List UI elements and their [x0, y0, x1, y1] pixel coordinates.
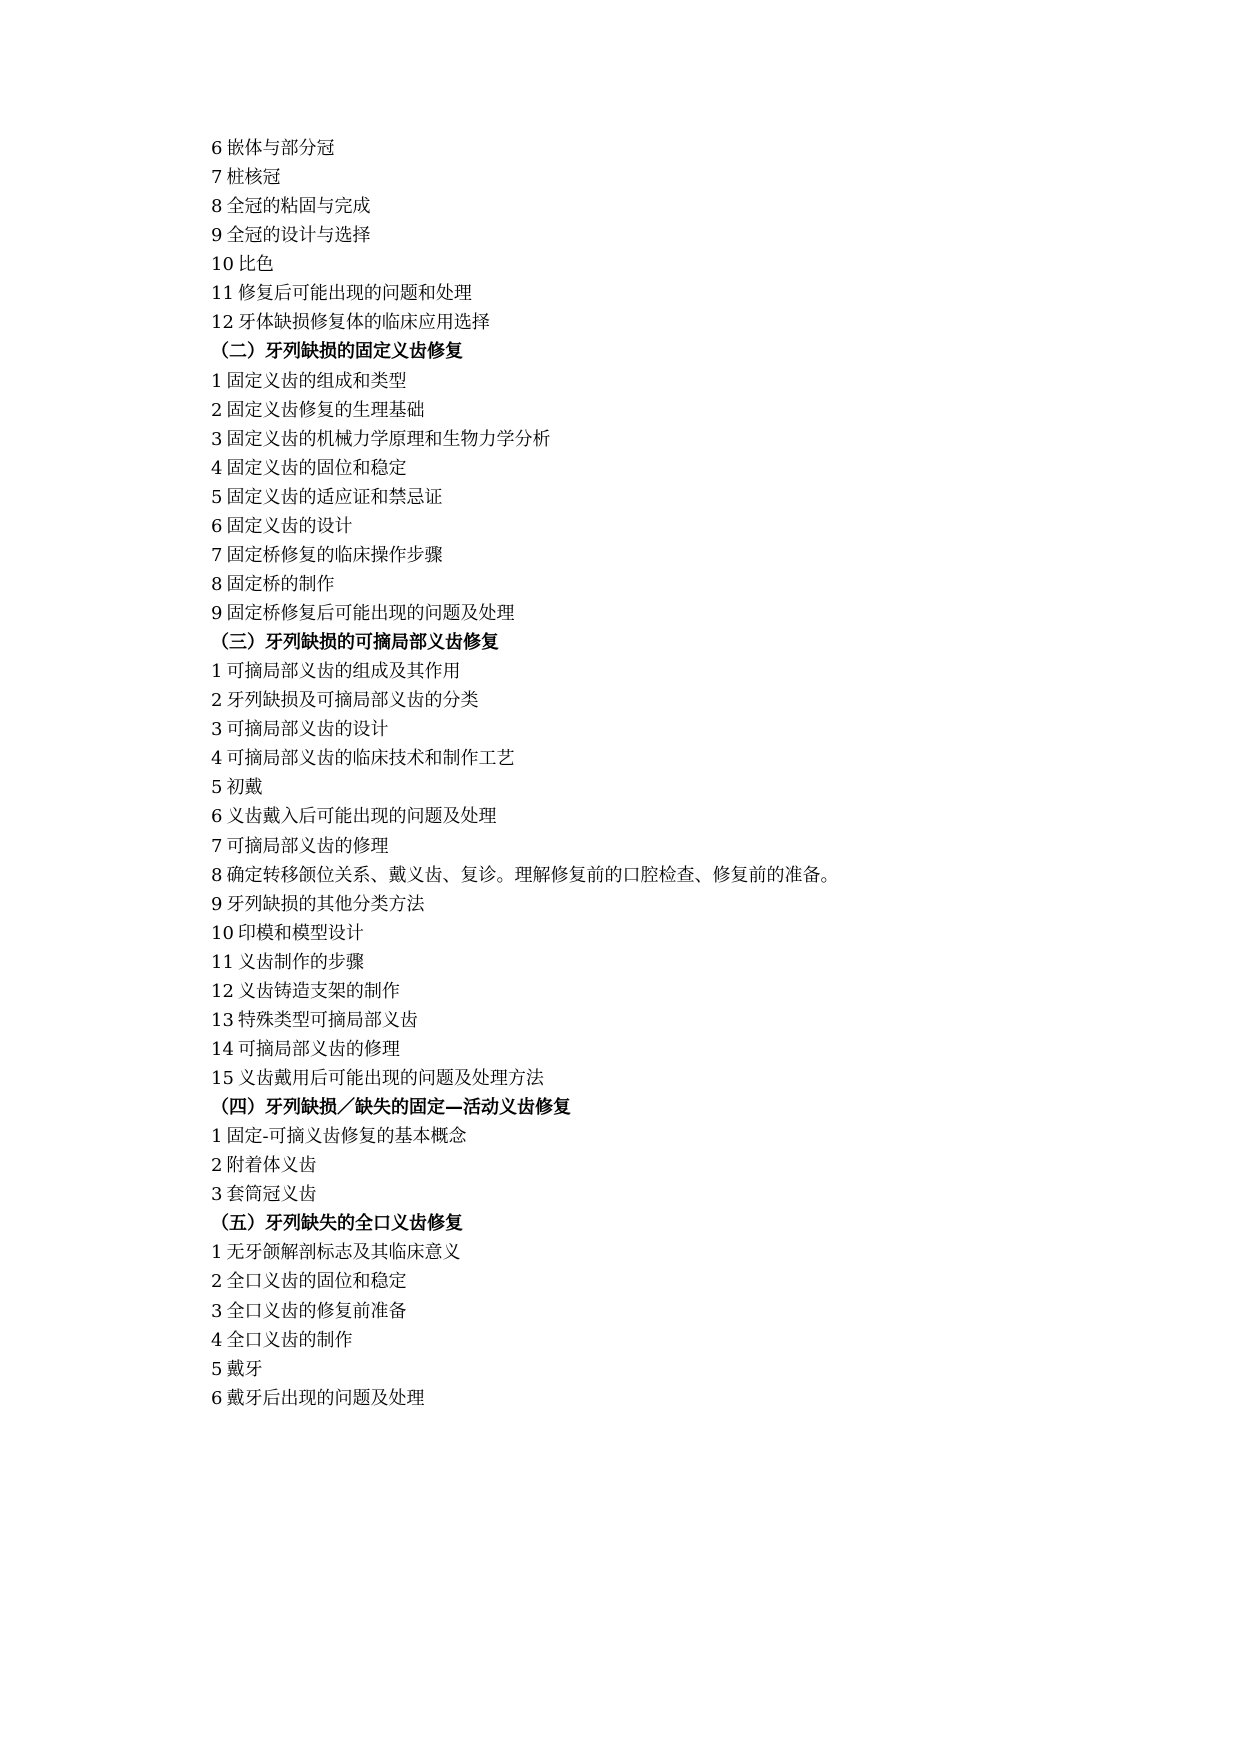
list-item — [211, 802, 1111, 831]
list-item — [211, 1006, 1111, 1035]
item-text: 固定义齿的机械力学原理和生物力学分析 — [226, 428, 551, 450]
list-item — [211, 599, 1111, 628]
item-text: 嵌体与部分冠 — [226, 138, 335, 159]
list-item — [211, 773, 1111, 802]
item-text: 可摘局部义齿的临床技术和制作工艺 — [226, 748, 515, 770]
section-heading — [211, 337, 1111, 366]
item-text: 特殊类型可摘局部义齿 — [237, 1009, 418, 1031]
section-heading — [211, 628, 1111, 657]
item-number: 4 — [211, 748, 223, 770]
list-item — [211, 919, 1111, 948]
item-number: 12 — [211, 312, 234, 334]
list-item — [211, 512, 1111, 541]
item-text: 全口义齿的修复前准备 — [226, 1300, 407, 1322]
item-number: 2 — [211, 1271, 223, 1293]
list-item — [211, 570, 1111, 599]
item-text: 牙体缺损修复体的临床应用选择 — [237, 312, 490, 334]
section-heading-text: （二）牙列缺损的固定义齿修复 — [211, 341, 463, 363]
item-text: 固定义齿修复的生理基础 — [226, 399, 425, 421]
list-item — [211, 454, 1111, 483]
item-number: 9 — [211, 225, 223, 247]
item-number: 1 — [211, 1126, 223, 1148]
item-number: 1 — [211, 370, 223, 392]
item-number: 8 — [211, 573, 223, 595]
list-item — [211, 483, 1111, 512]
item-number: 6 — [211, 515, 223, 537]
section-heading-text: （五）牙列缺失的全口义齿修复 — [211, 1213, 463, 1235]
item-text: 全冠的粘固与完成 — [226, 196, 371, 218]
item-text: 固定义齿的固位和稳定 — [226, 457, 407, 479]
item-number: 7 — [211, 835, 223, 857]
item-text: 初戴 — [226, 777, 263, 799]
item-text: 全口义齿的固位和稳定 — [226, 1271, 407, 1293]
item-text: 可摘局部义齿的设计 — [226, 719, 389, 741]
item-number: 5 — [211, 1358, 223, 1380]
item-number: 7 — [211, 544, 223, 566]
list-item — [211, 1355, 1111, 1384]
item-text: 戴牙 — [226, 1358, 263, 1380]
item-number: 9 — [211, 603, 223, 624]
list-item — [211, 396, 1111, 425]
list-item — [211, 192, 1111, 221]
item-number: 8 — [211, 864, 223, 886]
list-item — [211, 308, 1111, 337]
item-text: 义齿戴入后可能出现的问题及处理 — [226, 806, 497, 828]
document-page — [211, 134, 1111, 1413]
list-item — [211, 1151, 1111, 1180]
list-item — [211, 977, 1111, 1006]
item-text: 附着体义齿 — [226, 1155, 317, 1177]
list-item — [211, 715, 1111, 744]
item-number: 15 — [211, 1068, 234, 1089]
item-text: 固定义齿的适应证和禁忌证 — [226, 486, 443, 508]
item-number: 8 — [211, 196, 223, 218]
list-item — [211, 1238, 1111, 1267]
list-item — [211, 279, 1111, 308]
item-text: 义齿戴用后可能出现的问题及处理方法 — [237, 1068, 544, 1089]
item-number: 5 — [211, 486, 223, 508]
item-text: 固定义齿的组成和类型 — [226, 370, 407, 392]
item-text: 牙列缺损的其他分类方法 — [226, 893, 425, 915]
item-number: 1 — [211, 661, 223, 683]
item-number: 3 — [211, 1300, 223, 1322]
item-text: 无牙颌解剖标志及其临床意义 — [226, 1242, 461, 1264]
item-number: 3 — [211, 719, 223, 741]
item-number: 1 — [211, 1242, 223, 1264]
item-text: 义齿制作的步骤 — [237, 951, 364, 973]
list-item — [211, 1064, 1111, 1093]
item-text: 固定-可摘义齿修复的基本概念 — [226, 1126, 467, 1148]
item-text: 套筒冠义齿 — [226, 1184, 317, 1206]
list-item — [211, 1297, 1111, 1326]
item-number: 11 — [211, 283, 234, 305]
item-text: 桩核冠 — [226, 167, 281, 189]
list-item — [211, 890, 1111, 919]
list-item — [211, 163, 1111, 192]
item-text: 比色 — [237, 254, 274, 276]
section-heading-text: （四）牙列缺损／缺失的固定—活动义齿修复 — [211, 1097, 571, 1119]
list-item — [211, 250, 1111, 279]
list-item — [211, 134, 1111, 163]
list-item — [211, 1035, 1111, 1064]
item-number: 4 — [211, 457, 223, 479]
list-item — [211, 948, 1111, 977]
list-item — [211, 425, 1111, 454]
section-heading — [211, 1209, 1111, 1238]
item-number: 9 — [211, 893, 223, 915]
item-text: 可摘局部义齿的修理 — [237, 1038, 400, 1060]
item-number: 6 — [211, 138, 223, 159]
list-item — [211, 861, 1111, 890]
list-item — [211, 1180, 1111, 1209]
item-text: 全冠的设计与选择 — [226, 225, 371, 247]
list-item — [211, 832, 1111, 861]
item-number: 12 — [211, 980, 234, 1002]
item-text: 确定转移颌位关系、戴义齿、复诊。理解修复前的口腔检查、修复前的准备。 — [226, 864, 839, 886]
item-number: 6 — [211, 1387, 223, 1409]
item-text: 修复后可能出现的问题和处理 — [237, 283, 472, 305]
item-text: 牙列缺损及可摘局部义齿的分类 — [226, 690, 479, 712]
item-number: 13 — [211, 1009, 234, 1031]
item-number: 4 — [211, 1329, 223, 1351]
list-item — [211, 367, 1111, 396]
item-text: 固定桥修复后可能出现的问题及处理 — [226, 603, 515, 624]
item-number: 10 — [211, 254, 234, 276]
list-item — [211, 221, 1111, 250]
item-number: 6 — [211, 806, 223, 828]
item-text: 固定义齿的设计 — [226, 515, 353, 537]
item-number: 7 — [211, 167, 223, 189]
item-text: 印模和模型设计 — [237, 922, 364, 944]
item-text: 固定桥修复的临床操作步骤 — [226, 544, 443, 566]
item-text: 可摘局部义齿的组成及其作用 — [226, 661, 461, 683]
list-item — [211, 744, 1111, 773]
item-number: 2 — [211, 399, 223, 421]
item-number: 2 — [211, 690, 223, 712]
item-text: 义齿铸造支架的制作 — [237, 980, 400, 1002]
item-text: 全口义齿的制作 — [226, 1329, 353, 1351]
item-number: 5 — [211, 777, 223, 799]
item-number: 10 — [211, 922, 234, 944]
item-text: 固定桥的制作 — [226, 573, 335, 595]
item-number: 11 — [211, 951, 234, 973]
list-item — [211, 1384, 1111, 1413]
list-item — [211, 1326, 1111, 1355]
item-text: 戴牙后出现的问题及处理 — [226, 1387, 425, 1409]
section-heading-text: （三）牙列缺损的可摘局部义齿修复 — [211, 632, 499, 654]
item-number: 3 — [211, 428, 223, 450]
list-item — [211, 657, 1111, 686]
list-item — [211, 541, 1111, 570]
list-item — [211, 1267, 1111, 1296]
list-item — [211, 1122, 1111, 1151]
item-number: 3 — [211, 1184, 223, 1206]
item-number: 2 — [211, 1155, 223, 1177]
section-heading — [211, 1093, 1111, 1122]
list-item — [211, 686, 1111, 715]
item-number: 14 — [211, 1038, 234, 1060]
item-text: 可摘局部义齿的修理 — [226, 835, 389, 857]
